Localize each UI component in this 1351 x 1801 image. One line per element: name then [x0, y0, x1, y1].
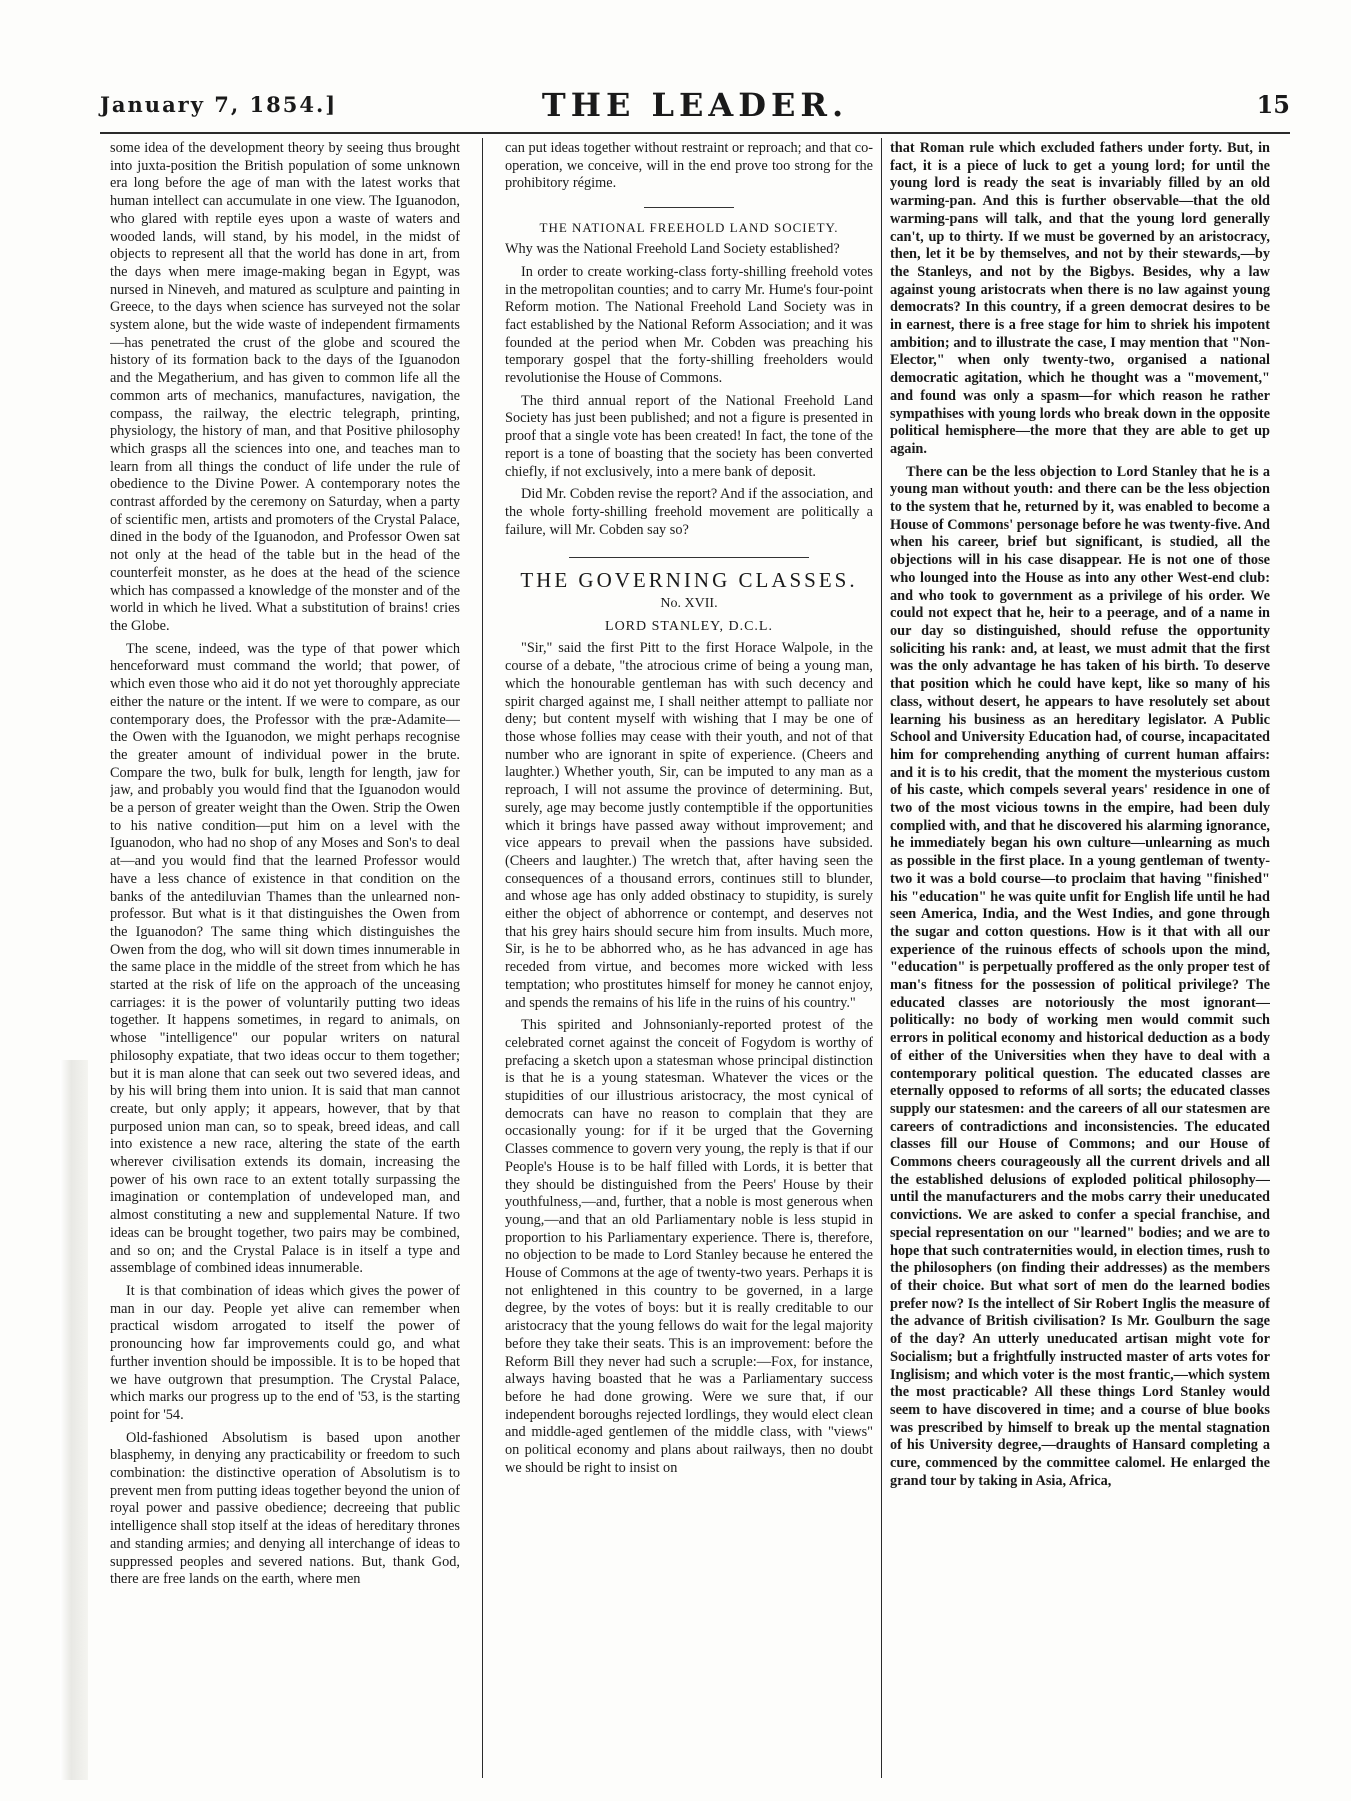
section-separator [569, 557, 809, 558]
newspaper-title: THE LEADER. [541, 86, 849, 124]
paragraph: The third annual report of the National Freehold Land Society has just been published; and not a figure is presented in proof that a single vote has been created! In fact, the tone of the report is a tone of boasting that the society has been converted chiefly, if not exclusively, into a mere bank of deposit. [505, 392, 873, 480]
paragraph: can put ideas together without restraint or reproach; and that co-operation, we conceive, will in the end prove too strong for the prohibitory régime. [505, 140, 873, 192]
section-separator [644, 207, 734, 208]
page-number: 15 [1256, 90, 1290, 119]
paragraph: "Sir," said the first Pitt to the first Horace Walpole, in the course of a debate, "the atrocious crime of being a young man, which the honourable gentleman has with such decency and spirit charged against me, I shall neither attempt to palliate nor deny; but content myself with wishing that I may be one of those whose follies may cease with their youth, and not of that number who are ignorant in spite of experience. (Cheers and laughter.) Whether youth, Sir, can be imputed to any man as a reproach, I will not assume the province of determining. But, surely, age may become justly contemptible if the opportunities which it brings have passed away without improvement; and vice appears to prevail when the passions have subsided. (Cheers and laughter.) The wretch that, after having seen the consequences of a thousand errors, continues still to blunder, and whose age has only added obstinacy to stupidity, is surely either the object of abhorrence or contempt, and deserves not that his grey hairs should secure him from insults. Much more, Sir, is he to be abhorred who, as he has advanced in age has receded from virtue, and becomes more wicked with less temptation; who prostitutes himself for money he cannot enjoy, and spends the remains of his life in the ruins of his country." [505, 640, 873, 1011]
article-subheading: LORD STANLEY, D.C.L. [605, 618, 773, 634]
column-divider-1 [482, 138, 483, 1778]
series-number: No. XVII. [660, 596, 718, 612]
column-3 [890, 140, 1270, 1780]
paragraph: Why was the National Freehold Land Society established? [505, 241, 840, 258]
masthead [100, 86, 1290, 130]
paragraph: The scene, indeed, was the type of that power which henceforward must command the world; that power, of which even those who aid it do not yet thoroughly appreciate either the nature or the intent. If we were to compare, as our contemporary does, the Professor with the præ-Adamite—the Owen with the Iguanodon, we might perhaps recognise the greater amount of individual power in the brute. Compare the two, bulk for bulk, length for length, jaw for jaw, and probably you would find that the Iguanodon would be a person of greater weight than the Owen. Strip the Owen to his native condition—put him on a level with the Iguanodon, who had no shop of any Moses and Son's to deal at—and you would find that the learned Professor would have a less chance of existence in that condition on the banks of the antediluvian Thames than the unlearned non-professor. But what is it that distinguishes the Owen from the Iguanodon? The same thing which distinguishes the Owen from the dog, who will sit down times innumerable in the same place in the middle of the street from which he has started at the risk of life on the approach of the unceasing carriages: it is the power of voluntarily putting two ideas together. It happens sometimes, in regard to animals, on whose "intelligence" our popular writers on natural philosophy expatiate, that two ideas occur to them together; but it is man alone that can seek out two severed ideas, and by his will bring them into union. It is said that man cannot create, but only apply; it appears, however, that by that purposed union man can, so to speak, breed ideas, and call into existence a new race, altering the state of the earth wherever civilisation extends its domain, increasing the power of his own race to an extent totally surpassing the imagination or contemplation of undeveloped man, and almost constituting a new and supplemental Nature. If two ideas can be brought together, two pairs may be combined, and so on; and the Crystal Palace is in itself a type and assemblage of combined ideas innumerable. [110, 640, 460, 1277]
paragraph: that Roman rule which excluded fathers under forty. But, in fact, it is a piece of luck to get a young lord; for until the young lord is ready the seat is invariably filled by an old warming-pan. And this is further observable—that the old warming-pans will talk, and that the young lord generally can't, up to thirty. If we must be governed by an aristocracy, then, let it be by themselves, and not by their stewards,—by the Stanleys, and not by the Bigbys. Besides, why a law against young aristocrats when there is no law against young democrats? In this country, if a green democrat desires to be in earnest, there is a free stage for him to shriek his impotent ambition; and to illustrate the case, I may mention that "Non-Elector," when only twenty-two, organised a national democratic agitation, which he thought was a "movement," and found was only a spasm—for which reason he rather sympathises with young lords who break down in the opposite political hemisphere—the more that they are able to get up again. [890, 140, 1270, 457]
paragraph: Did Mr. Cobden revise the report? And if the association, and the whole forty-shilling freehold movement are politically a failure, will Mr. Cobden say so? [505, 486, 873, 538]
paragraph: There can be the less objection to Lord Stanley that he is a young man without youth: and there can be the less objection to the system that he, returned by it, was enabled to become a House of Commons' personage before he was twenty-five. And when his career, brief but significant, is studied, all the objections will in his case disappear. He is not one of those who lounged into the House as into any other West-end club: and who took to government as a privilege of his order. We could not expect that he, heir to a peerage, and of a name in our day so distinguished, should refuse the opportunity soliciting his rank: and, at least, we must admit that the first was the only advantage he has taken of his birth. To deserve that position which he could have kept, like so many of his class, without desert, he appears to have resolutely set about learning his business as an hereditary legislator. A Public School and University Education had, of course, incapacitated him for comprehending anything of current human affairs: and it is to his credit, that the moment the mysterious custom of his caste, which compels several years' residence in one of two of the most vicious towns in the empire, had been duly complied with, and that he discovered his alarming ignorance, he immediately began his own culture—unlearning as much as possible in the first place. In a young gentleman of twenty-two it was a bold course—to proclaim that having "finished" his "education" he was quite unfit for English life until he had seen America, India, and the West Indies, and gone through the sugar and cotton questions. How is it that with all our experience of the ruinous effects of schools upon the mind, "education" is perpetually proffered as the only proper test of man's fitness for the possession of political privilege? The educated classes are notoriously the most ignorant—politically: no body of working men would commit such errors in political economy and historical deduction as a body of either of the Universities when they have to deal with a contemporary political question. The educated classes are eternally opposed to reforms of all sorts; the educated classes supply our statesmen: and the careers of all our statesmen are careers of contradictions and inconsistencies. The educated classes fill our House of Commons; and our House of Commons cheers courageously all the current drivels and all the established delusions of exploded political philosophy—until the manufacturers and the mobs carry their uneducated convictions. We are asked to confer a special franchise, and special representation on our "learned" bodies; and we are to hope that such contraternities would, in election times, rush to the philosophers (on finding their addresses) as the members of their choice. But what sort of men do the learned bodies prefer now? Is the intellect of Sir Robert Inglis the measure of the advance of British civilisation? Is Mr. Goulburn the sage of the day? An utterly uneducated artisan might vote for Socialism; but a frightfully instructed master of arts votes for Inglisism; and which voter is the most frantic,—which system the most practicable? All these things Lord Stanley would seem to have discovered in time; and a course of blue books was prescribed by himself to break up the mental stagnation of his University degree,—draughts of Hansard completing a cure, commenced by the committee calomel. He enlarged the grand tour by taking in Asia, Africa, [890, 463, 1270, 1489]
column-divider-2 [881, 138, 882, 1778]
column-2 [505, 140, 873, 1780]
paragraph: It is that combination of ideas which gives the power of man in our day. People yet alive can remember when practical wisdom arrogated to itself the power of pronouncing how far improvements could go, and what further invention should be impossible. It is to be hoped that we have outgrown that presumption. The Crystal Palace, which marks our progress up to the end of '53, is the starting point for '54. [110, 1283, 460, 1423]
issue-date: January 7, 1854.] [100, 92, 338, 117]
column-1 [110, 140, 460, 1780]
paragraph: some idea of the development theory by seeing thus brought into juxta-position the British population of some unknown era long before the age of man with the latest works that human intellect can accumulate in one view. The Iguanodon, who glared with reptile eyes upon a waste of waters and wooded lands, will stand, by his model, in the midst of objects to represent all that the world has done in art, from the days when mere image-making began in Egypt, was nursed in Nineveh, and matured as sculpture and painting in Greece, to the days when science has surveyed not the solar system alone, but the wide waste of independent firmaments—has penetrated the crust of the globe and scoured the history of its formation back to the days of the Iguanodon and the Megatherium, and has given to common life all the common arts of mechanics, manufactures, navigation, the compass, the railway, the electric telegraph, printing, physiology, the history of man, and that Positive philosophy which grasps all the sciences into one, and teaches man to learn from all things the conduct of life under the rule of obedience to the Divine Power. A contemporary notes the contrast afforded by the ceremony on Saturday, when a party of scientific men, artists and promoters of the Crystal Palace, dined in the body of the Iguanodon, and Professor Owen sat not only at the head of the table but in the head of the counterfeit monster, as he does at the head of the science which has compassed a knowledge of the monster and of the world in which he lived. What a substitution of brains! cries the Globe. [110, 140, 460, 634]
masthead-rule [100, 132, 1290, 134]
section-heading: THE NATIONAL FREEHOLD LAND SOCIETY. [539, 220, 839, 236]
paragraph: This spirited and Johnsonianly-reported protest of the celebrated cornet against the conceit of Fogydom is worthy of prefacing a sketch upon a statesman whose principal distinction is that he is a young statesman. Whatever the vices or the stupidities of our illustrious aristocracy, the most cynical of democrats can have no reason to complain that they are occasionally young: for if it be urged that the Governing Classes commence to govern very young, the reply is that if our People's House is to be half filled with Lords, it is better that they should be distinguished from the Peers' House by their youthfulness,—and, further, that a noble is most generous when young,—and that an old Parliamentary noble is less stupid in proportion to his Parliamentary experience. There is, therefore, no objection to be made to Lord Stanley because he entered the House of Commons at the age of twenty-two years. Perhaps it is not enlightened in this country to be governed, in a large degree, by the votes of boys: but it is really creditable to our aristocracy that the young fellows do wait for the legal majority before they take their seats. This is an improvement: before the Reform Bill they never had such a scruple:—Fox, for instance, always having boasted that he was a Parliamentary success before he had done growing. Were we sure that, if our independent boroughs rejected lordlings, they would elect clean and middle-aged gentlemen of the middle class, with "views" on political economy and plans about railways, then no doubt we should be right to insist on [505, 1017, 873, 1476]
section-heading: THE GOVERNING CLASSES. [520, 568, 858, 593]
paragraph: In order to create working-class forty-shilling freehold votes in the metropolitan counties; and to carry Mr. Hume's four-point Reform motion. The National Freehold Land Society was in fact established by the National Reform Association; and it was founded at the period when Mr. Cobden was preaching his temporary gospel that the forty-shilling freeholders would revolutionise the House of Commons. [505, 263, 873, 387]
paragraph: Old-fashioned Absolutism is based upon another blasphemy, in denying any practicability or freedom to such combination: the distinctive operation of Absolutism is to prevent men from putting ideas together beyond the union of royal power and passive obedience; decreeing that public intelligence shall stop itself at the ideas of hereditary thrones and standing armies; and denying all interchange of ideas to suppressed peoples and severed nations. But, thank God, there are free lands on the earth, where men [110, 1429, 460, 1588]
page-binding-shadow [60, 1060, 88, 1780]
